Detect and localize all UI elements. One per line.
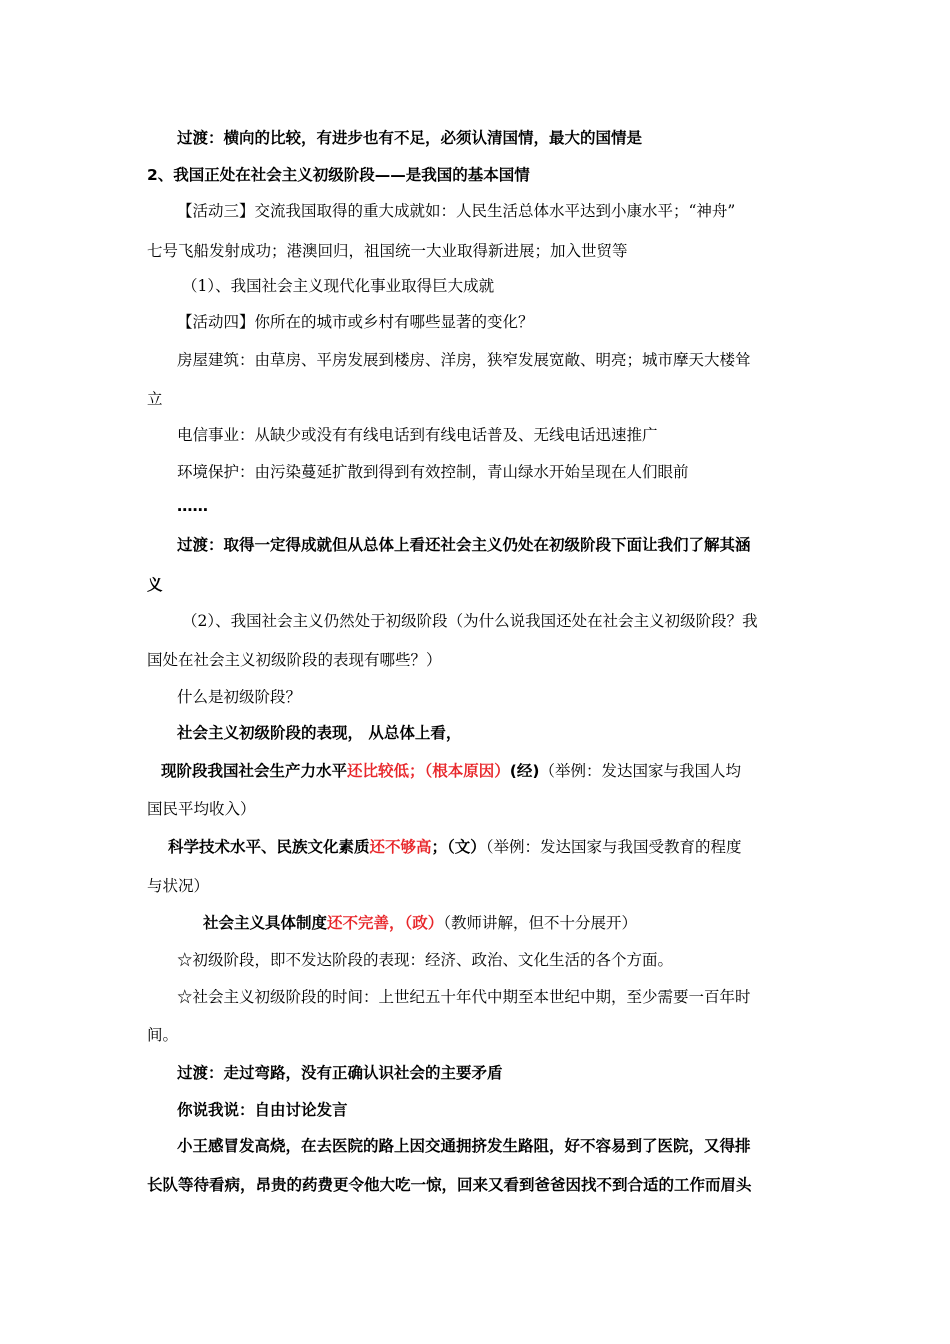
- science-example: （举例：发达国家与我国受教育的程度: [485, 838, 742, 856]
- science-line-cont: 与状况）: [147, 877, 210, 895]
- productivity-line-cont: 国民平均收入）: [147, 800, 256, 818]
- science-highlight: 还不够高: [369, 837, 432, 856]
- productivity-highlight: 还比较低；（根本原因）: [347, 761, 510, 780]
- system-line: [203, 913, 637, 933]
- productivity-tag: (经): [509, 762, 540, 780]
- section-heading-2: 2、我国正处在社会主义初级阶段——是我国的基本国情: [147, 166, 530, 184]
- environment-line: 环境保护：由污染蔓延扩散到得到有效控制，青山绿水开始呈现在人们眼前: [177, 463, 689, 481]
- housing-line-cont: 立: [147, 390, 163, 408]
- productivity-line: [161, 761, 741, 781]
- question-line: 什么是初级阶段？: [177, 688, 302, 706]
- transition-line-3: 过渡：走过弯路，没有正确认识社会的主要矛盾: [177, 1064, 503, 1082]
- transition-line-2-cont: 义: [147, 576, 163, 594]
- manifestation-heading: 社会主义初级阶段的表现， 从总体上看，: [177, 724, 462, 742]
- transition-line-2: 过渡：取得一定得成就但从总体上看还社会主义仍处在初级阶段下面让我们了解其涵: [177, 536, 751, 554]
- ellipsis: ……: [177, 497, 208, 515]
- transition-line-1: 过渡：横向的比较，有进步也有不足，必须认清国情，最大的国情是: [177, 129, 643, 147]
- star-line-1: ☆初级阶段，即不发达阶段的表现：经济、政治、文化生活的各个方面。: [177, 951, 674, 969]
- star-line-2-cont: 间。: [147, 1026, 179, 1044]
- activity-three: 【活动三】交流我国取得的重大成就如：人民生活总体水平达到小康水平；“神舟”: [177, 202, 736, 220]
- point-2: （2）、我国社会主义仍然处于初级阶段（为什么说我国还处在社会主义初级阶段？我: [182, 612, 758, 630]
- system-note: （教师讲解，但不十分展开）: [443, 914, 638, 932]
- telecom-line: 电信事业：从缺少或没有有线电话到有线电话普及、无线电话迅速推广: [177, 426, 658, 444]
- housing-line: 房屋建筑：由草房、平房发展到楼房、洋房，狭窄发展宽敞、明亮；城市摩天大楼耸: [177, 351, 751, 369]
- science-tag: ；（文）: [431, 838, 486, 856]
- star-line-2: ☆社会主义初级阶段的时间：上世纪五十年代中期至本世纪中期，至少需要一百年时: [177, 988, 751, 1006]
- activity-three-cont: 七号飞船发射成功；港澳回归，祖国统一大业取得新进展；加入世贸等: [147, 242, 628, 260]
- productivity-example: （举例：发达国家与我国人均: [539, 762, 741, 780]
- story-line-1: 小王感冒发高烧，在去医院的路上因交通拥挤发生路阻，好不容易到了医院，又得排: [177, 1137, 751, 1155]
- system-text: 社会主义具体制度: [203, 914, 328, 932]
- point-1: （1）、我国社会主义现代化事业取得巨大成就: [182, 277, 495, 295]
- system-highlight: 还不完善，（政）: [327, 913, 444, 932]
- activity-four: 【活动四】你所在的城市或乡村有哪些显著的变化？: [177, 313, 534, 331]
- productivity-text: 现阶段我国社会生产力水平: [161, 762, 348, 780]
- science-line: [168, 837, 742, 857]
- story-line-2: 长队等待看病，昂贵的药费更令他大吃一惊，回来又看到爸爸因找不到合适的工作而眉头: [147, 1176, 752, 1194]
- point-2-cont: 国处在社会主义初级阶段的表现有哪些？）: [147, 651, 442, 669]
- discussion-heading: 你说我说：自由讨论发言: [177, 1101, 348, 1119]
- science-text: 科学技术水平、民族文化素质: [168, 838, 370, 856]
